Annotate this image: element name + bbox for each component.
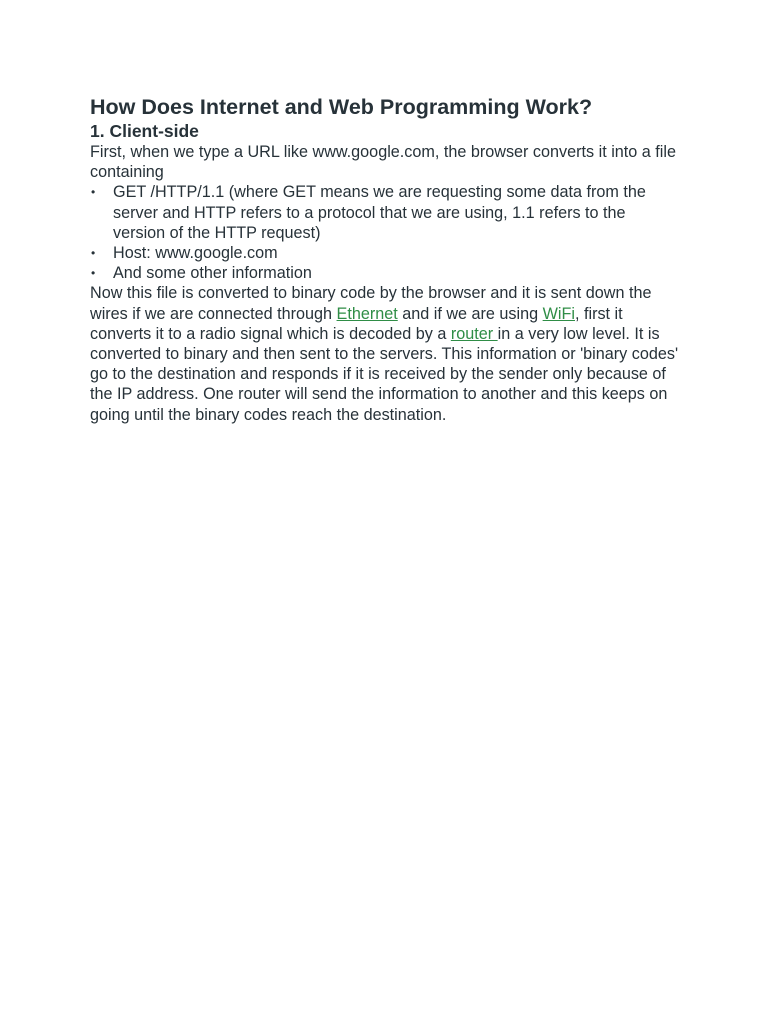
list-item: • Host: www.google.com — [113, 243, 680, 263]
body-text: Now this file is converted to binary code by the browser and it is sent down the wires if we are connected through — [90, 284, 652, 323]
article — [90, 93, 680, 425]
ethernet-link[interactable]: Ethernet — [336, 304, 398, 323]
body-text: in a very low level. It is converted to binary and then sent to the servers. This information or 'binary codes' go to the destination and responds if it is received by the sender only because of the IP address. One router will send the information to another and this keeps on going until the binary codes reach the destination. — [90, 324, 679, 424]
body-paragraph — [90, 283, 680, 424]
list-item: • GET /HTTP/1.1 (where GET means we are requesting some data from the server and HTTP refers to a protocol that we are using, 1.1 refers to the version of the HTTP request) — [113, 182, 680, 243]
section-heading: 1. Client-side — [90, 121, 199, 141]
list-item: • And some other information — [113, 263, 680, 283]
body-text: and if we are using — [397, 304, 543, 323]
intro-paragraph: First, when we type a URL like www.google.com, the browser converts it into a file containing — [90, 143, 676, 182]
page-title: How Does Internet and Web Programming Work? — [90, 95, 593, 119]
body-text: , first it converts it to a radio signal which is decoded by a — [90, 304, 623, 343]
router-link[interactable]: router — [450, 324, 498, 343]
wifi-link[interactable]: WiFi — [542, 304, 575, 323]
request-details-list — [90, 182, 680, 283]
